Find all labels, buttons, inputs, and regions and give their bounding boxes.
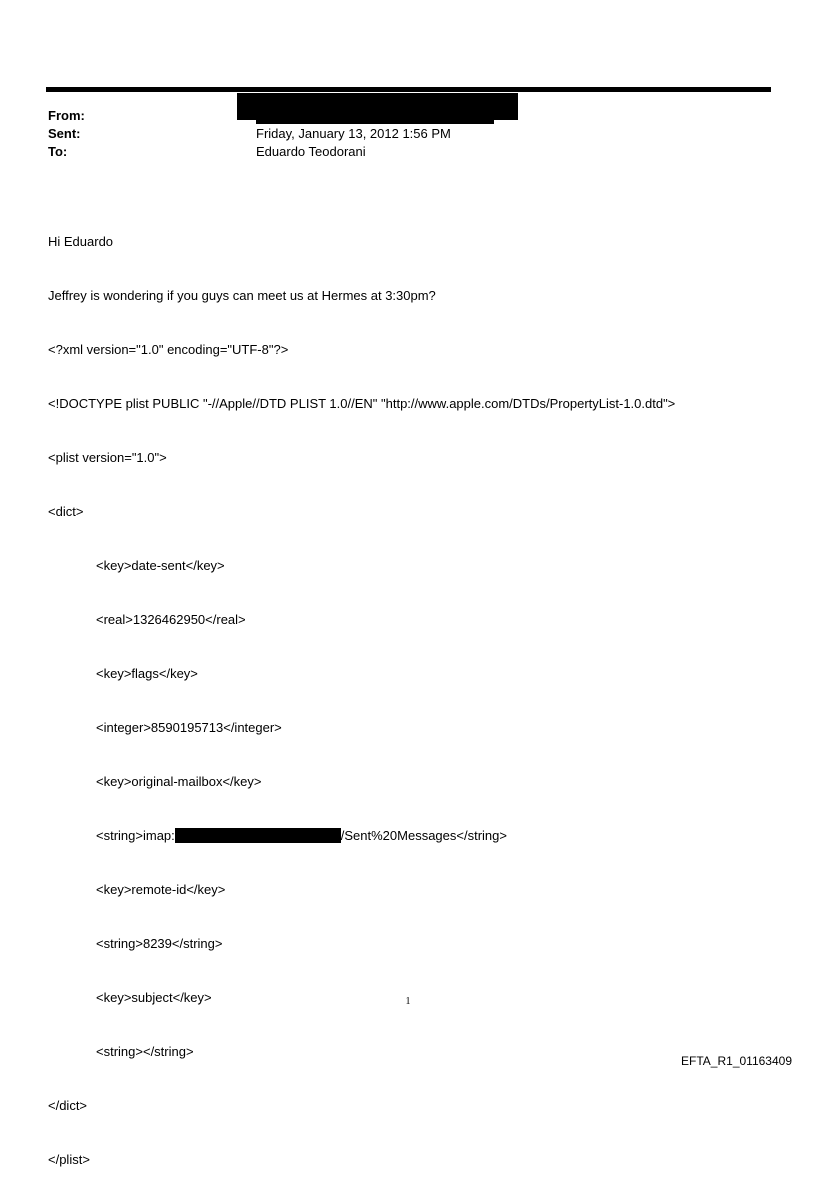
top-rule <box>46 87 771 92</box>
sent-value: Friday, January 13, 2012 1:56 PM <box>256 126 451 141</box>
string-imap-suffix: /Sent%20Messages</string> <box>340 828 507 843</box>
dict-open: <dict> <box>48 504 84 519</box>
xml-declaration: <?xml version="1.0" encoding="UTF-8"?> <box>48 342 289 357</box>
plist-open: <plist version="1.0"> <box>48 450 167 465</box>
from-value-redacted <box>256 107 748 125</box>
to-label: To: <box>48 144 68 159</box>
email-header <box>48 107 748 161</box>
string-subject: <string></string> <box>96 1044 194 1059</box>
integer-value: <integer>8590195713</integer> <box>96 720 282 735</box>
email-body <box>48 197 778 1187</box>
key-remote-id: <key>remote-id</key> <box>96 882 226 897</box>
key-date-sent: <key>date-sent</key> <box>96 558 225 573</box>
key-subject: <key>subject</key> <box>96 990 212 1005</box>
string-imap-prefix: <string>imap: <box>96 828 175 843</box>
to-row <box>48 143 748 161</box>
from-row <box>48 107 748 125</box>
string-imap <box>48 827 778 845</box>
document-id: EFTA_R1_01163409 <box>681 1054 792 1068</box>
doctype-line: <!DOCTYPE plist PUBLIC "-//Apple//DTD PLIST 1.0//EN" "http://www.apple.com/DTDs/PropertyList-1.0.dtd"> <box>48 396 676 411</box>
from-label: From: <box>48 108 85 123</box>
sent-row <box>48 125 748 143</box>
real-value: <real>1326462950</real> <box>96 612 246 627</box>
dict-close: </dict> <box>48 1098 88 1113</box>
key-flags: <key>flags</key> <box>96 666 198 681</box>
greeting: Hi Eduardo <box>48 234 114 249</box>
message-text: Jeffrey is wondering if you guys can meet us at Hermes at 3:30pm? <box>48 288 436 303</box>
string-remote-id: <string>8239</string> <box>96 936 223 951</box>
to-value: Eduardo Teodorani <box>256 144 366 159</box>
plist-close: </plist> <box>48 1152 90 1167</box>
sent-label: Sent: <box>48 126 81 141</box>
redaction-block <box>175 828 341 843</box>
page-number: 1 <box>405 996 411 1007</box>
key-original-mailbox: <key>original-mailbox</key> <box>96 774 262 789</box>
